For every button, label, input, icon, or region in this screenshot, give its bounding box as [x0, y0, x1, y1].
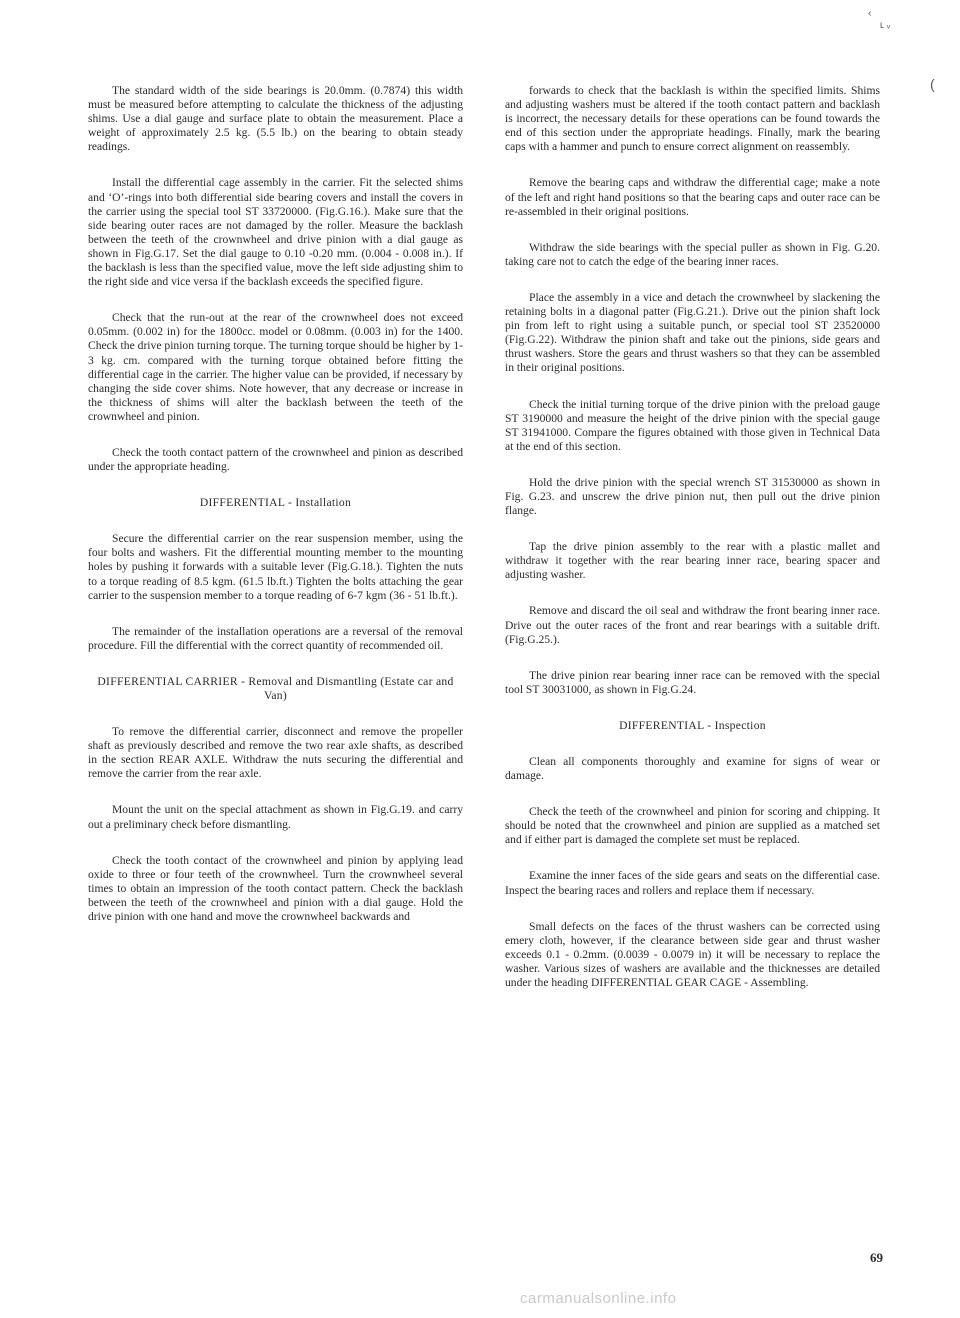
scan-mark: ʟ ᵥ [880, 20, 891, 31]
paragraph: Mount the unit on the special attachment as shown in Fig.G.19. and carry out a preliminary check before dismantling. [88, 803, 463, 831]
section-heading: DIFFERENTIAL - Installation [199, 496, 352, 510]
watermark: carmanualsonline.info [520, 1290, 677, 1307]
scan-mark: ‹ [868, 8, 872, 19]
paragraph: Hold the drive pinion with the special wrench ST 31530000 as shown in Fig. G.23. and unscrew the drive pinion nut, then pull out the drive pinion flange. [505, 475, 880, 518]
paragraph: Secure the differential carrier on the rear suspension member, using the four bolts and washers. Fit the differential mounting member to the mounting holes by pushing it forwards with a suitable lever (Fig.G.18.). Tighten the nuts to a torque reading of 8.5 kgm. (61.5 lb.ft.) Tighten the bolts attaching the gear carrier to the suspension member to a torque reading of 6-7 kgm (36 - 51 lb.ft.). [88, 532, 463, 602]
paragraph: To remove the differential carrier, disconnect and remove the propeller shaft as previously described and remove the two rear axle shafts, as described in the section REAR AXLE. Withdraw the nuts securing the differential and remove the carrier from the rear axle. [88, 725, 463, 781]
paragraph: Install the differential cage assembly in the carrier. Fit the selected shims and ‘O’-rings into both differential side bearing covers and install the covers in the carrier using the special tool ST 33720000. (Fig.G.16.). Make sure that the side bearing outer races are not damaged by the roller. Measure the backlash between the teeth of the crownwheel and drive pinion with a dial gauge as shown in Fig.G.17. Set the dial gauge to 0.10 -0.20 mm. (0.004 - 0.008 in.). If the backlash is less than the specified value, move the left side adjusting shim to the right side and vice versa if the backlash exceeds the specified figure. [88, 176, 463, 289]
right-column [505, 84, 880, 1012]
scan-mark: ( [930, 76, 935, 92]
paragraph: Check that the run-out at the rear of the crownwheel does not exceed 0.05mm. (0.002 in) for the 1800cc. model or 0.08mm. (0.003 in) for the 1400. Check the drive pinion turning torque. The turning torque should be higher by 1-3 kg. cm. compared with the turning torque obtained before fitting the differential cage in the carrier. The higher value can be provided, if necessary by changing the side cover shims. Note however, that any decrease or increase in the thickness of shims will alter the backlash between the teeth of the crownwheel and pinion. [88, 311, 463, 423]
paragraph: Place the assembly in a vice and detach the crownwheel by slackening the retaining bolts in a diagonal patter (Fig.G.21.). Drive out the pinion shaft lock pin from left to right using a suitable punch, or special tool ST 23520000 (Fig.G.22). Withdraw the pinion shaft and take out the pinions, side gears and thrust washers. Store the gears and thrust washers so that they can be assembled in their original positions. [505, 290, 880, 375]
page-number: 69 [870, 1250, 883, 1265]
section-heading: DIFFERENTIAL - Inspection [619, 718, 766, 732]
paragraph: Remove and discard the oil seal and withdraw the front bearing inner race. Drive out the outer races of the front and rear bearings with a suitable drift. (Fig.G.25.). [505, 604, 880, 646]
left-column [88, 84, 463, 946]
paragraph: Small defects on the faces of the thrust washers can be corrected using emery cloth, however, if the clearance between side gear and thrust washer exceeds 0.1 - 0.2mm. (0.0039 - 0.0079 in) it will be necessary to replace the washer. Various sizes of washers are available and the thicknesses are detailed under the heading DIFFERENTIAL GEAR CAGE - Assembling. [505, 919, 880, 990]
paragraph: Check the tooth contact pattern of the crownwheel and pinion as described under the appropriate heading. [88, 445, 463, 474]
section-heading: DIFFERENTIAL CARRIER - Removal and Dismantling (Estate car and Van) [97, 674, 454, 702]
paragraph: Check the initial turning torque of the drive pinion with the preload gauge ST 3190000 and measure the height of the drive pinion with the special gauge ST 31941000. Compare the figures obtained with those given in Technical Data at the end of this section. [505, 397, 880, 453]
paragraph: Examine the inner faces of the side gears and seats on the differential case. Inspect the bearing races and rollers and replace them if necessary. [505, 869, 880, 897]
paragraph: The standard width of the side bearings is 20.0mm. (0.7874) this width must be measured before attempting to calculate the thickness of the adjusting shims. Use a dial gauge and surface plate to obtain the measurement. Place a weight of approximately 2.5 kg. (5.5 lb.) on the bearing to obtain steady readings. [88, 84, 463, 154]
paragraph: The drive pinion rear bearing inner race can be removed with the special tool ST 30031000, as shown in Fig.G.24. [505, 668, 880, 696]
paragraph: Tap the drive pinion assembly to the rear with a plastic mallet and withdraw it together with the rear bearing inner race, bearing spacer and adjusting washer. [505, 540, 880, 582]
paragraph: Clean all components thoroughly and examine for signs of wear or damage. [505, 755, 880, 783]
paragraph: forwards to check that the backlash is within the specified limits. Shims and adjusting washers must be altered if the tooth contact pattern and backlash is incorrect, the necessary details for these operations can be found towards the end of this section under the appropriate headings. Finally, mark the bearing caps with a hammer and punch to ensure correct alignment on reassembly. [505, 84, 880, 154]
paragraph: Check the tooth contact of the crownwheel and pinion by applying lead oxide to three or four teeth of the crownwheel. Turn the crownwheel several times to obtain an impression of the tooth contact pattern. Check the backlash between the teeth of the crownwheel and pinion with a dial gauge. Hold the drive pinion with one hand and move the crownwheel backwards and [88, 853, 463, 924]
paragraph: Remove the bearing caps and withdraw the differential cage; make a note of the left and right hand positions so that the bearing caps and outer race can be re-assembled in their original positions. [505, 176, 880, 218]
paragraph: Check the teeth of the crownwheel and pinion for scoring and chipping. It should be noted that the crownwheel and pinion are supplied as a matched set and if either part is damaged the complete set must be replaced. [505, 805, 880, 847]
paragraph: Withdraw the side bearings with the special puller as shown in Fig. G.20. taking care not to catch the edge of the bearing inner races. [505, 240, 880, 268]
paragraph: The remainder of the installation operations are a reversal of the removal procedure. Fill the differential with the correct quantity of recommended oil. [88, 624, 463, 652]
